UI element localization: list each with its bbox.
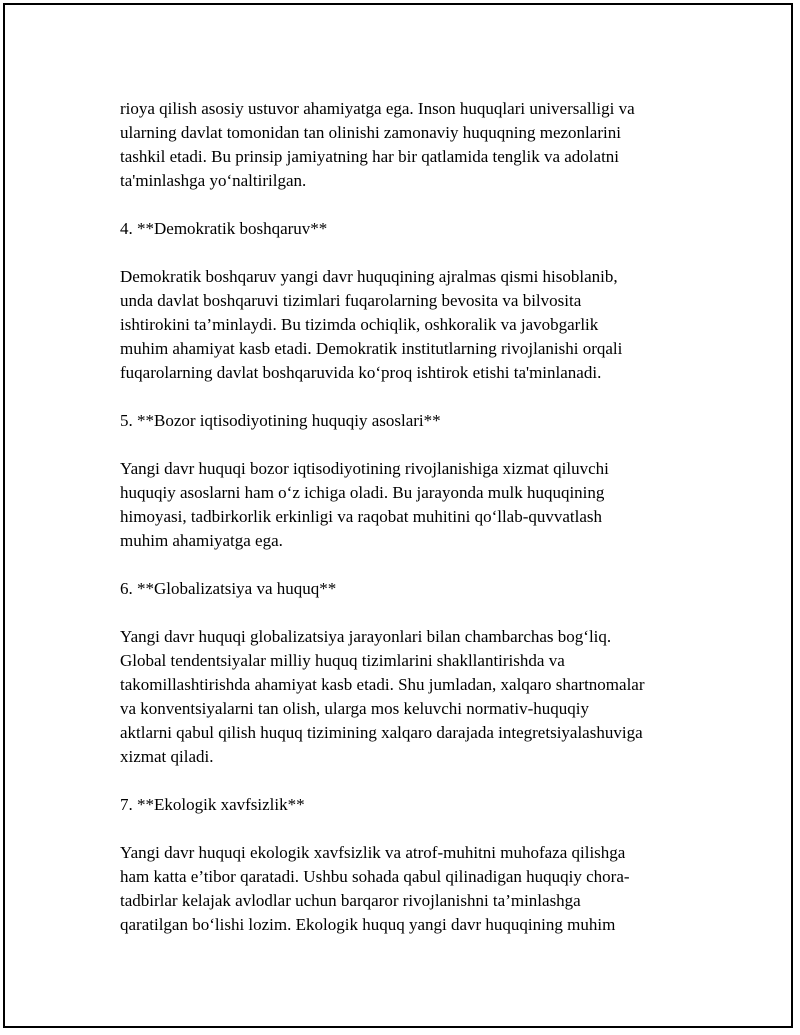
- paragraph-market-economy-legal-basis: Yangi davr huquqi bozor iqtisodiyotining rivojlanishiga xizmat qiluvchi huquqiy asoslarni ham o‘z ichiga oladi. Bu jarayonda mulk huquqining himoyasi, tadbirkorlik erkinligi va raqobat muhitini qo‘llab-quvvatlash muhim ahamiyatga ega.: [120, 459, 609, 550]
- paragraph-globalization-and-law: Yangi davr huquqi globalizatsiya jarayonlari bilan chambarchas bog‘liq. Global tendentsiyalar milliy huquq tizimlarini shakllantirishda va takomillashtirishda ahamiyat kasb etadi. Shu jumladan, xalqaro shartnomalar va konventsiyalarni tan olish, ularga mos keluvchi normativ-huquqiy aktlarni qabul qilish huquq tizimining xalqaro darajada integretsiyalashuviga xizmat qiladi.: [120, 627, 645, 766]
- paragraph-ecological-security: Yangi davr huquqi ekologik xavfsizlik va atrof-muhitni muhofaza qilishga ham katta e’tibor qaratadi. Ushbu sohada qabul qilinadigan huquqiy chora- tadbirlar kelajak avlodlar uchun barqaror rivojlanishni ta’minlashga qaratilgan bo‘lishi lozim. Ekologik huquq yangi davr huquqining muhim: [120, 843, 630, 934]
- heading-ecological-security: 7. **Ekologik xavfsizlik**: [120, 795, 305, 814]
- heading-globalization-and-law: 6. **Globalizatsiya va huquq**: [120, 579, 337, 598]
- document-page: [3, 3, 793, 1028]
- heading-market-economy-legal-basis: 5. **Bozor iqtisodiyotining huquqiy asoslari**: [120, 411, 441, 430]
- document-body: [120, 97, 720, 961]
- paragraph-democratic-governance: Demokratik boshqaruv yangi davr huquqining ajralmas qismi hisoblanib, unda davlat boshqaruvi tizimlari fuqarolarning bevosita va bilvosita ishtirokini ta’minlaydi. Bu tizimda ochiqlik, oshkoralik va javobgarlik muhim ahamiyat kasb etadi. Demokratik institutlarning rivojlanishi orqali fuqarolarning davlat boshqaruvida ko‘proq ishtirok etishi ta'minlanadi.: [120, 267, 623, 382]
- heading-democratic-governance: 4. **Demokratik boshqaruv**: [120, 219, 328, 238]
- paragraph-human-rights-continued: rioya qilish asosiy ustuvor ahamiyatga ega. Inson huquqlari universalligi va ularning davlat tomonidan tan olinishi zamonaviy huquqning mezonlarini tashkil etadi. Bu prinsip jamiyatning har bir qatlamida tenglik va adolatni ta'minlashga yo‘naltirilgan.: [120, 99, 635, 190]
